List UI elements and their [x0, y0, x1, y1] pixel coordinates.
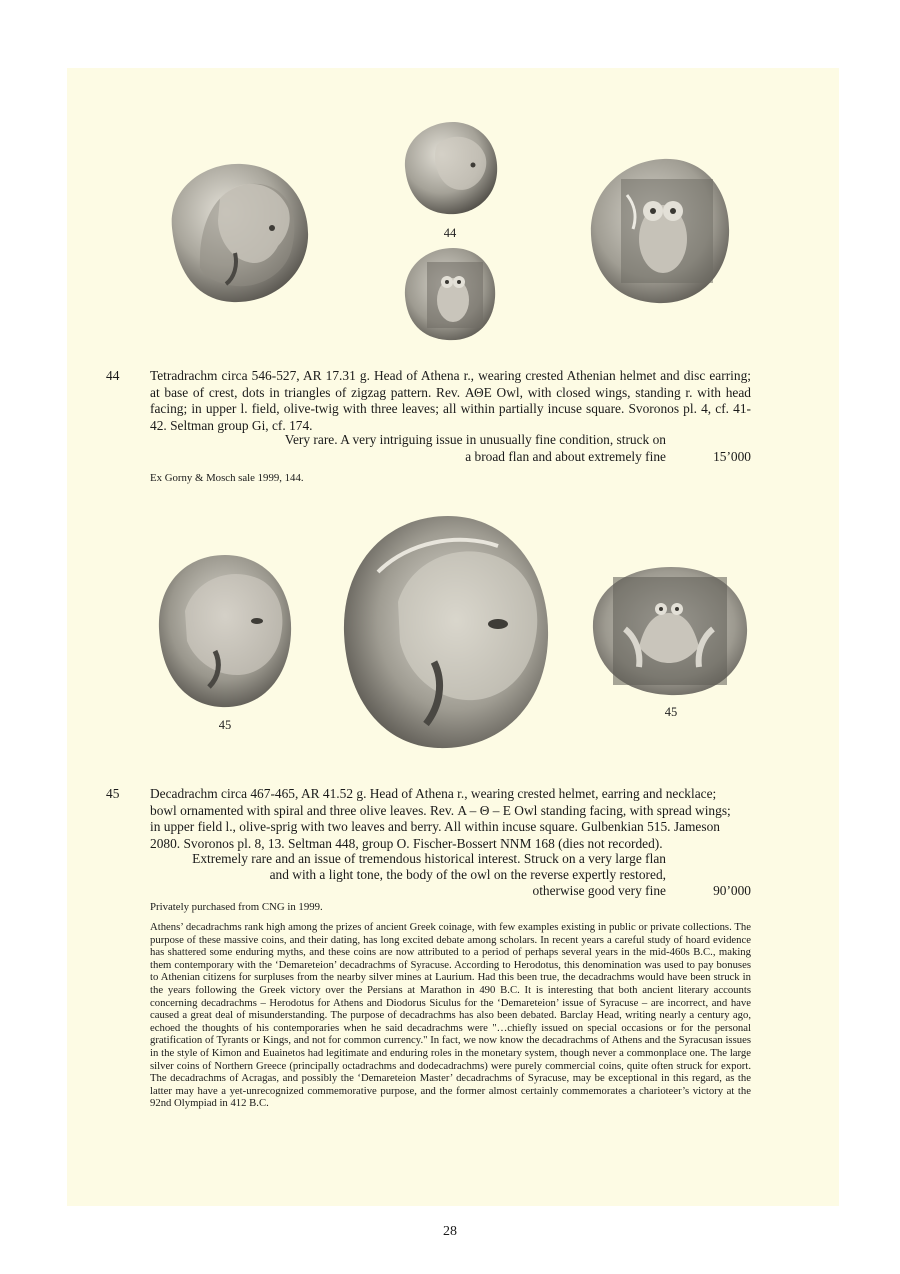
- coin-45-caption-left: 45: [218, 718, 232, 732]
- lot-price: 90’000: [713, 883, 751, 898]
- coin-44-obverse: [399, 119, 500, 217]
- coin-44-reverse-enlarged: [587, 155, 733, 307]
- lot-provenance: Privately purchased from CNG in 1999.: [150, 901, 323, 913]
- description-line: in upper field l., olive-sprig with two leaves and berry. All within incuse square. Gulbenkian 515. Jameson: [150, 819, 720, 835]
- lot-number: 45: [106, 786, 120, 801]
- coin-45-caption-right: 45: [664, 705, 678, 719]
- lot-description: Tetradrachm circa 546-527, AR 17.31 g. Head of Athena r., wearing crested Athenian helmet and disc earring; at base of crest, dots in triangles of zigzag pattern. Rev. ΑΘΕ Owl, with closed wings, standing r. with head facing; in upper l. field, olive-twig with three leaves; all within partially incuse square. Svoronos pl. 4, cf. 41-42. Seltman group Gi, cf. 174.: [150, 368, 751, 433]
- rarity-line: Extremely rare and an issue of tremendous historical interest. Struck on a very large flan: [192, 851, 666, 866]
- coin-44-reverse: [401, 244, 499, 344]
- lot-number: 44: [106, 368, 120, 383]
- coin-45-reverse: [589, 563, 752, 700]
- description-line: 2080. Svoronos pl. 8, 13. Seltman 448, group O. Fischer-Bossert NNM 168 (dies not recorded).: [150, 835, 663, 851]
- description-line: bowl ornamented with spiral and three olive leaves. Rev. Α – Θ – Ε Owl standing facing, with spread wings;: [150, 802, 731, 818]
- page-number: 28: [443, 1224, 457, 1239]
- lot-45-entry: [0, 786, 900, 896]
- rarity-line: and with a light tone, the body of the owl on the reverse expertly restored,: [269, 867, 666, 882]
- rarity-line: a broad flan and about extremely fine: [465, 449, 666, 464]
- lot-description: [150, 786, 751, 852]
- coin-45-obverse-enlarged: [338, 512, 552, 752]
- rarity-line: otherwise good very fine: [532, 883, 666, 898]
- historical-note: Athens’ decadrachms rank high among the prizes of ancient Greek coinage, with few examples existing in public or private collections. The purpose of these massive coins, and their dating, has long excited debate among scholars. In recent years a careful study of hoard evidence has shattered some enduring myths, and these coins are now attributed to a period of perhaps several years in the mid-460s B.C., making them contemporary with the ‘Demareteion’ decadrachms of Syracuse. According to Herodotus, this denomination was used to pay bonuses to Athenian citizens for surpluses from the nearby silver mines at Laurium. Had this been true, the decadrachms would have been struck in the years following the Greek victory over the Persians at Marathon in 490 B.C. It is interesting that both ancient literary accounts concerning decadrachms – Herodotus for Athens and Diodorus Siculus for the ‘Demareteion’ issue of Syracuse – are incorrect, and have caused a great deal of misunderstanding. The purpose of decadrachms has also been debated. Barclay Head, writing nearly a century ago, echoed the thoughts of his contemporaries when he said decadrachms were "…chiefly issued on special occasions or for the personal gratification of Tyrants or Kings, and not for common currency." In fact, we now know the decadrachms of Athens and the Syracusan issues in the style of Kimon and Euainetos had legitimate and enduring roles in the monetary system, though never a commonplace one. The large silver coins of Northern Greece (principally octadrachms and dodecadrachms) were purely commercial coins, quite often struck for export. The decadrachms of Acragas, and possibly the ‘Demareteion Master’ decadrachms of Syracuse, may be exceptional in this regard, as the latter may have a yet-unrecognized commemorative purpose, and the former almost certainly commemorates a charioteer’s victory at the 92nd Olympiad in 412 B.C.: [150, 921, 751, 1110]
- coin-44-caption: 44: [443, 226, 457, 240]
- lot-provenance: Ex Gorny & Mosch sale 1999, 144.: [150, 472, 304, 484]
- lot-price: 15’000: [713, 449, 751, 464]
- coin-44-obverse-enlarged: [160, 158, 312, 308]
- lot-44-entry: [0, 368, 900, 468]
- coin-45-obverse: [155, 551, 295, 712]
- description-line: Decadrachm circa 467-465, AR 41.52 g. Head of Athena r., wearing crested helmet, earring and necklace;: [150, 786, 717, 801]
- rarity-line: Very rare. A very intriguing issue in unusually fine condition, struck on: [284, 432, 666, 447]
